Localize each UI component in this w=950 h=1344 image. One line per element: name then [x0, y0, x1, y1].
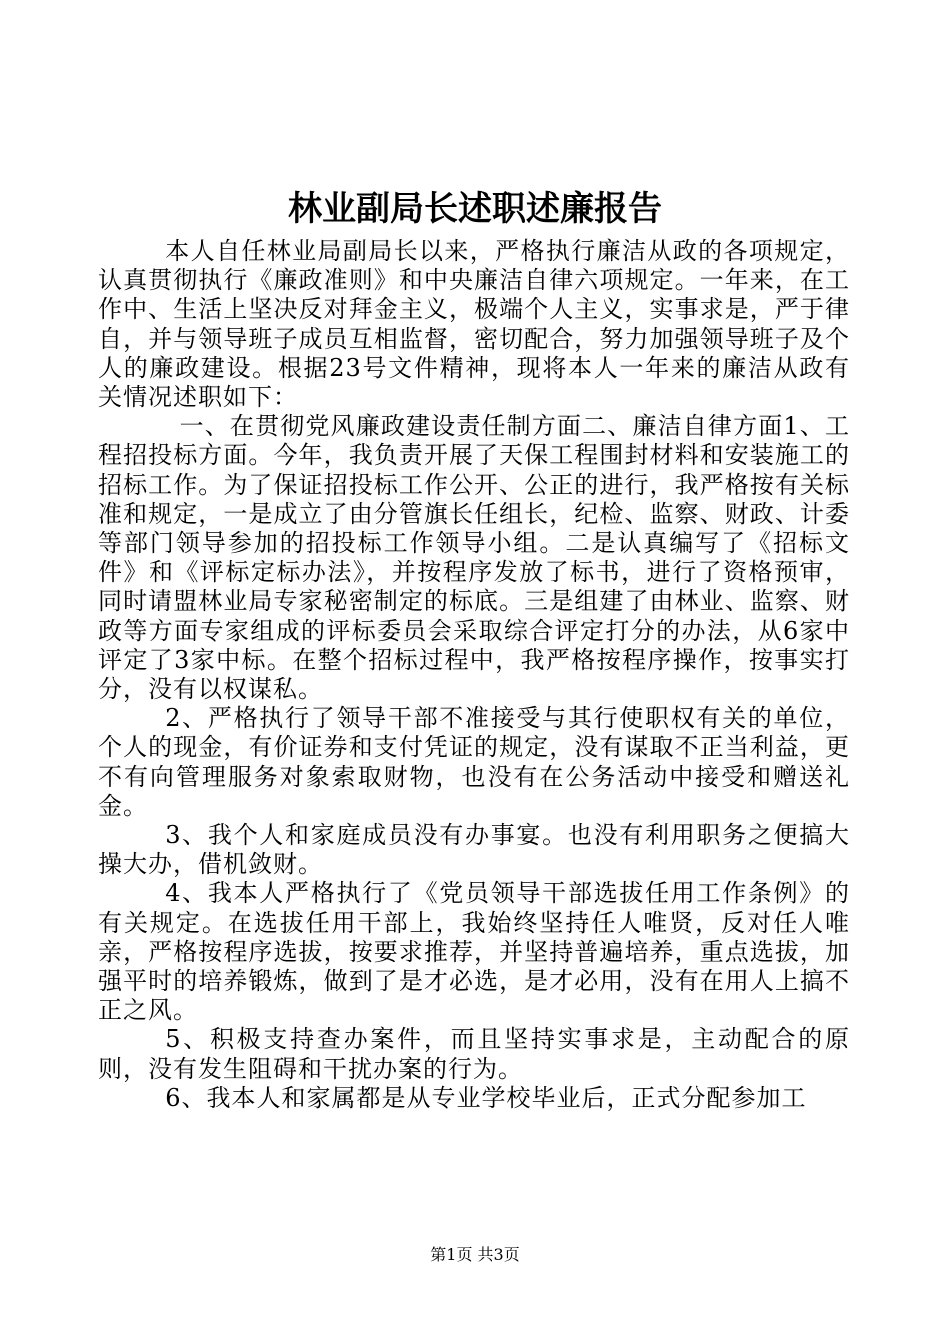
paragraph-item-4: 4、我本人严格执行了《党员领导干部选拔任用工作条例》的有关规定。在选拔任用干部上，我始终坚持任人唯贤，反对任人唯亲，严格按程序选拔，按要求推荐，并坚持普遍培养，重点选拔，加强平时的培养锻炼，做到了是才必选，是才必用，没有在用人上搞不正之风。: [98, 879, 850, 1025]
document-body: [98, 237, 850, 1113]
paragraph-section-one: 一、在贯彻党风廉政建设责任制方面二、廉洁自律方面1、工程招投标方面。今年，我负责开展了天保工程围封材料和安装施工的招标工作。为了保证招投标工作公开、公正的进行，我严格按有关标准和规定，一是成立了由分管旗长任组长，纪检、监察、财政、计委等部门领导参加的招投标工作领导小组。二是认真编写了《招标文件》和《评标定标办法》，并按程序发放了标书，进行了资格预审，同时请盟林业局专家秘密制定的标底。三是组建了由林业、监察、财政等方面专家组成的评标委员会采取综合评定打分的办法，从6家中评定了3家中标。在整个招标过程中，我严格按程序操作，按事实打分，没有以权谋私。: [98, 412, 850, 704]
paragraph-item-2: 2、严格执行了领导干部不准接受与其行使职权有关的单位，个人的现金，有价证券和支付凭证的规定，没有谋取不正当利益，更不有向管理服务对象索取财物，也没有在公务活动中接受和赠送礼金。: [98, 704, 850, 820]
page-number-footer: 第1页 共3页: [430, 1245, 520, 1264]
document-title: 林业副局长述职述廉报告: [288, 189, 662, 229]
paragraph-item-5: 5、积极支持查办案件，而且坚持实事求是，主动配合的原则，没有发生阻碍和干扰办案的行为。: [98, 1025, 850, 1083]
paragraph-item-3: 3、我个人和家庭成员没有办事宴。也没有利用职务之便搞大操大办，借机敛财。: [98, 821, 850, 879]
paragraph-intro: 本人自任林业局副局长以来，严格执行廉洁从政的各项规定，认真贯彻执行《廉政准则》和中央廉洁自律六项规定。一年来，在工作中、生活上坚决反对拜金主义，极端个人主义，实事求是，严于律自，并与领导班子成员互相监督，密切配合，努力加强领导班子及个人的廉政建设。根据23号文件精神，现将本人一年来的廉洁从政有关情况述职如下：: [98, 237, 850, 412]
paragraph-item-6: 6、我本人和家属都是从专业学校毕业后，正式分配参加工: [165, 1083, 807, 1112]
